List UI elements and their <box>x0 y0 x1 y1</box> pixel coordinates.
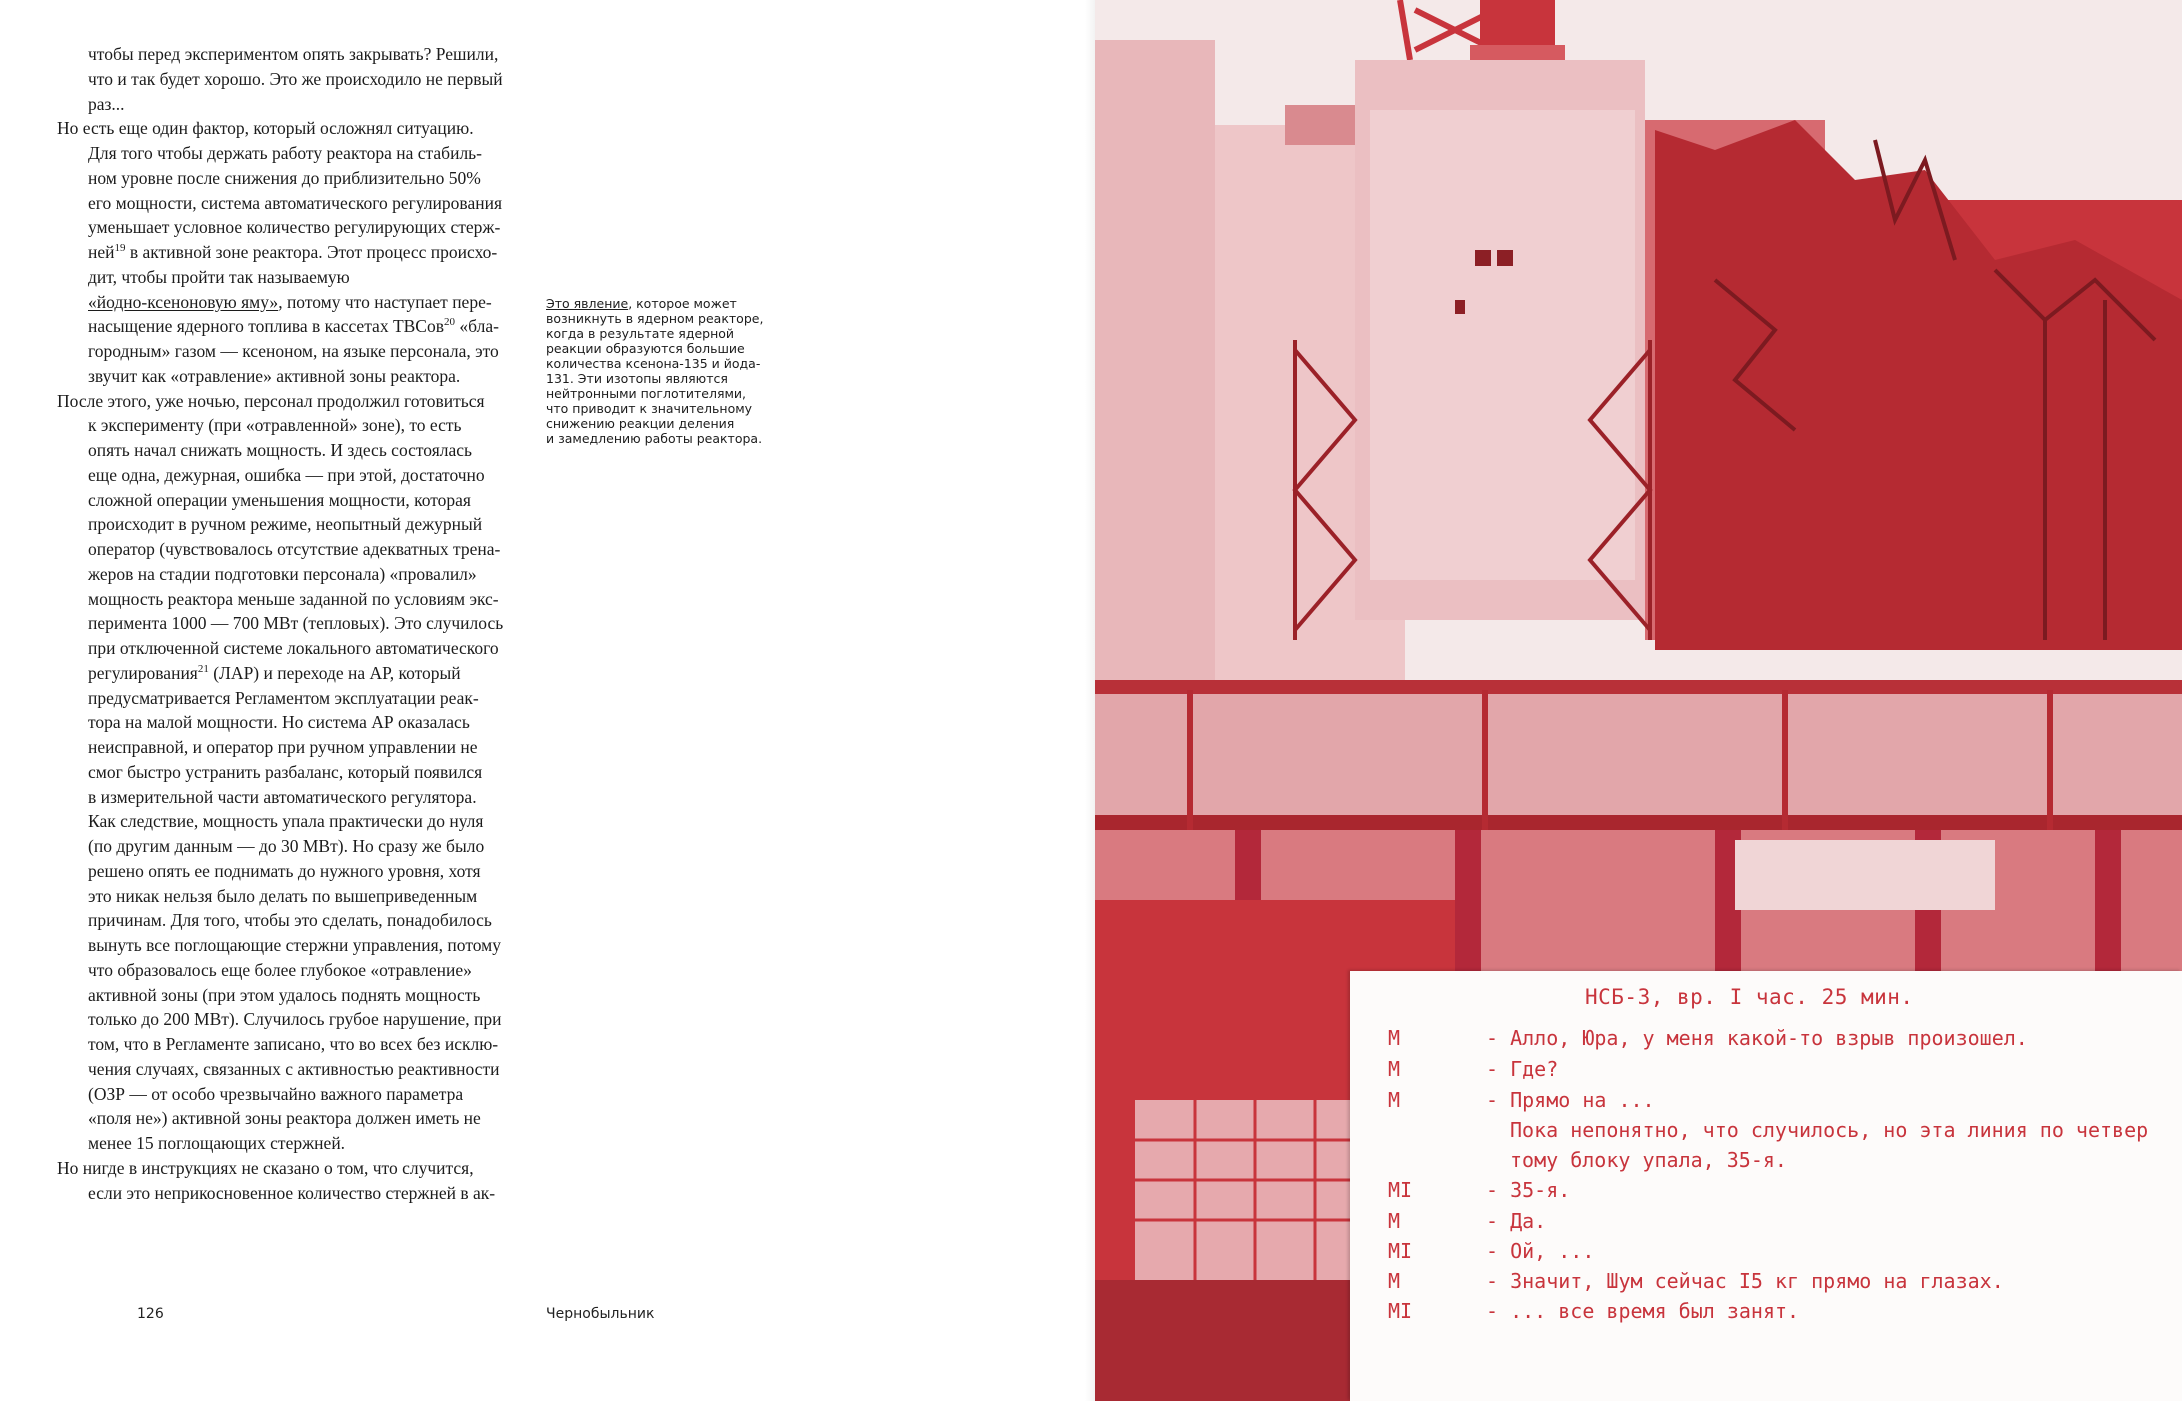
text-line: (по другим данным — до 30 МВт). Но сразу же было <box>88 836 485 856</box>
transcript-speaker: МI <box>1388 1299 1413 1323</box>
text-line: активной зоны (при этом удалось поднять мощность <box>88 984 481 1005</box>
text-line: раз... <box>88 93 125 114</box>
text-line: к эксперименту (при «отравленной» зоне), то есть <box>88 415 462 436</box>
transcript-speech: - Где? <box>1486 1057 1559 1081</box>
text-line: сложной операции уменьшения мощности, которая <box>88 489 471 510</box>
text-line: жеров на стадии подготовки персонала) «провалил» <box>88 563 477 584</box>
text-line: том, что в Регламенте записано, что во всех без исклю- <box>88 1034 499 1054</box>
text-line: менее 15 поглощающих стержней. <box>88 1133 346 1153</box>
page-number: 126 <box>137 1306 164 1322</box>
text-line: Как следствие, мощность упала практически до нуля <box>88 811 484 832</box>
transcript-speaker: М <box>1388 1026 1401 1050</box>
text-fragment: , потому что наступает пере- <box>278 291 492 312</box>
side-note-line: возникнуть в ядерном реакторе, <box>546 311 764 326</box>
text-fragment: , которое может <box>628 296 737 311</box>
text-line: звучит как «отравление» активной зоны реактора. <box>88 365 461 386</box>
text-line: чения случаях, связанных с активностью реактивности <box>88 1058 500 1079</box>
paragraph-start-line: Но есть еще один фактор, который осложнял ситуацию. <box>57 118 474 139</box>
paragraph-start-line: Но нигде в инструкциях не сказано о том, что случится, <box>57 1157 474 1178</box>
text-line: что и так будет хорошо. Это же происходило не первый <box>88 68 503 89</box>
transcript-speech: - 35-я. <box>1486 1178 1571 1202</box>
transcript-speech: - Ой, ... <box>1486 1239 1595 1263</box>
text-line <box>57 290 537 315</box>
text-line: еще одна, дежурная, ошибка — при этой, достаточно <box>88 464 485 485</box>
text-line: опять начал снижать мощность. И здесь состоялась <box>88 440 473 460</box>
text-line: перимента 1000 — 700 МВт (тепловых). Это случилось <box>88 613 504 634</box>
transcript-speaker: М <box>1388 1057 1401 1081</box>
transcript-speech: - Прямо на ... <box>1486 1088 1655 1112</box>
text-line <box>57 314 537 339</box>
text-line: это никак нельзя было делать по вышеприведенным <box>88 885 478 906</box>
text-line: вынуть все поглощающие стержни управления, потому <box>88 935 501 955</box>
side-note-term: Это явление <box>546 296 629 311</box>
text-line: оператор (чувствовалось отсутствие адекватных трена- <box>88 539 501 559</box>
text-fragment: (ЛАР) и переходе на АР, который <box>208 662 461 683</box>
text-fragment: насыщение ядерного топлива в кассетах ТВСов <box>88 316 444 337</box>
text-line: смог быстро устранить разбаланс, который появился <box>88 761 483 782</box>
text-fragment: ней <box>88 242 115 262</box>
side-note-line: что приводит к значительному <box>546 401 753 416</box>
side-note-line: 131. Эти изотопы являются <box>546 371 728 386</box>
text-line: если это неприкосновенное количество стержней в ак- <box>88 1182 496 1203</box>
transcript-speech: - Алло, Юра, у меня какой-то взрыв произошел. <box>1486 1026 2028 1050</box>
transcript-speaker: М <box>1388 1088 1401 1112</box>
text-line: только до 200 МВт). Случилось грубое нарушение, при <box>88 1009 502 1030</box>
text-line: при отключенной системе локального автоматического <box>88 638 499 658</box>
text-line: Для того чтобы держать работу реактора на стабиль- <box>88 143 482 163</box>
text-line: уменьшает условное количество регулирующих стерж- <box>88 217 501 238</box>
transcript-speaker: МI <box>1388 1239 1413 1263</box>
footnote-ref-21[interactable]: 21 <box>197 662 209 675</box>
text-fragment: регулирования <box>88 662 198 683</box>
text-fragment: «бла- <box>455 316 499 337</box>
text-line <box>57 240 537 265</box>
text-line <box>57 661 537 686</box>
text-line: в измерительной части автоматического регулятора. <box>88 786 477 807</box>
paragraph-start-line: После этого, уже ночью, персонал продолжил готовиться <box>57 390 485 411</box>
side-note-line: когда в результате ядерной <box>546 326 735 341</box>
side-note-line: количества ксенона-135 и йода- <box>546 356 761 371</box>
transcript-speech: - Значит, Шум сейчас I5 кг прямо на глазах. <box>1486 1269 2004 1293</box>
transcript-speaker: М <box>1388 1209 1401 1233</box>
text-line: предусматривается Регламентом эксплуатации реак- <box>88 687 479 708</box>
text-line: «поля не») активной зоны реактора должен иметь не <box>88 1108 481 1129</box>
text-fragment: в активной зоне реактора. Этот процесс происхо- <box>125 242 498 262</box>
side-note-line <box>546 296 796 311</box>
text-line: ном уровне после снижения до приблизительно 50% <box>88 167 481 188</box>
text-line: решено опять ее поднимать до нужного уровня, хотя <box>88 860 481 881</box>
text-line: происходит в ручном режиме, неопытный дежурный <box>88 514 483 535</box>
side-note-line: снижению реакции деления <box>546 416 735 431</box>
text-line: дит, чтобы пройти так называемую <box>88 266 350 287</box>
glossary-link[interactable]: «йодно-ксеноновую яму» <box>88 291 279 312</box>
footnote-ref-19[interactable]: 19 <box>114 242 126 255</box>
text-line: тора на малой мощности. Но система АР оказалась <box>88 712 470 733</box>
side-note <box>546 296 796 446</box>
transcript-speaker: МI <box>1388 1178 1413 1202</box>
side-note-line: и замедлению работы реактора. <box>546 431 763 446</box>
text-line: неисправной, и оператор при ручном управлении не <box>88 737 478 757</box>
footnote-ref-20[interactable]: 20 <box>444 316 455 329</box>
transcript-speech: - ... все время был занят. <box>1486 1299 1800 1323</box>
transcript-title: НСБ-3, вр. I час. 25 мин. <box>1585 985 1914 1009</box>
transcript-speech: Пока непонятно, что случилось, но эта линия по четвер <box>1510 1118 2149 1142</box>
text-line: городным» газом — ксеноном, на языке персонала, это <box>88 341 499 361</box>
transcript-speaker: М <box>1388 1269 1401 1293</box>
text-line: причинам. Для того, чтобы это сделать, понадобилось <box>88 910 492 931</box>
running-title: Чернобыльник <box>546 1306 655 1322</box>
text-line: (ОЗР — от особо чрезвычайно важного параметра <box>88 1083 464 1104</box>
text-line: чтобы перед экспериментом опять закрывать? Решили, <box>88 44 499 64</box>
text-line: что образовалось еще более глубокое «отравление» <box>88 959 472 980</box>
side-note-line: нейтронными поглотителями, <box>546 386 747 401</box>
body-text <box>57 42 537 1205</box>
transcript-speech: тому блоку упала, 35-я. <box>1510 1148 1787 1172</box>
text-line: его мощности, система автоматического регулирования <box>88 192 502 213</box>
text-line: мощность реактора меньше заданной по условиям экс- <box>88 588 499 609</box>
side-note-line: реакции образуются большие <box>546 341 745 356</box>
transcript-speech: - Да. <box>1486 1209 1547 1233</box>
typewritten-transcript <box>1350 971 2182 1401</box>
